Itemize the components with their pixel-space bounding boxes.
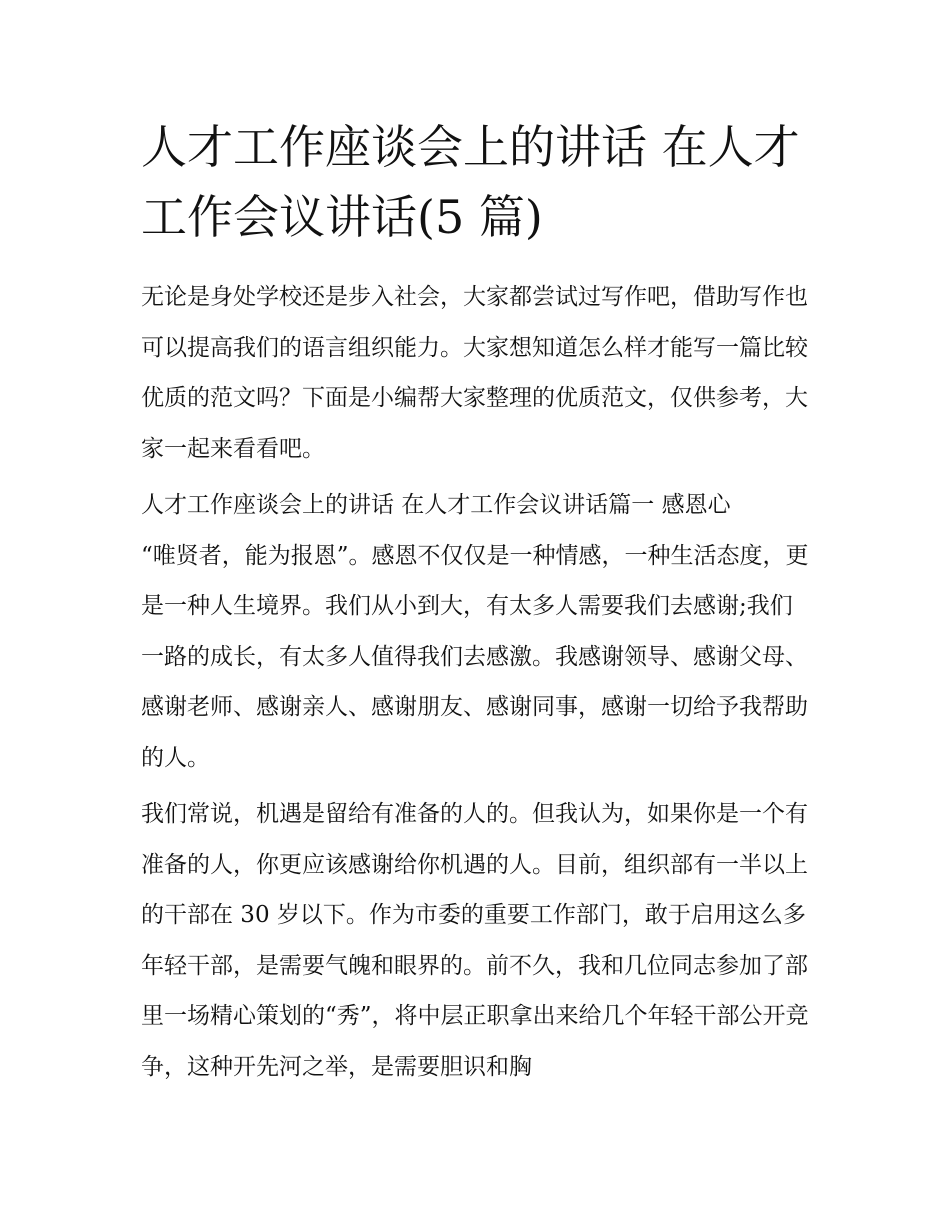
intro-paragraph: 无论是身处学校还是步入社会，大家都尝试过写作吧，借助写作也可以提高我们的语言组织能力。大家想知道怎么样才能写一篇比较优质的范文吗？下面是小编帮大家整理的优质范文，仅供参考，大家一起来看看吧。	[141, 284, 808, 462]
gratitude-paragraph: “唯贤者，能为报恩”。感恩不仅仅是一种情感，一种生活态度，更是一种人生境界。我们从小到大，有太多人需要我们去感谢;我们一路的成长，有太多人值得我们去感激。我感谢领导、感谢父母、感谢老师、感谢亲人、感谢朋友、感谢同事，感谢一切给予我帮助的人。	[141, 542, 809, 771]
section-heading: 人才工作座谈会上的讲话 在人才工作会议讲话篇一 感恩心	[141, 492, 731, 518]
opportunity-paragraph: 我们常说，机遇是留给有准备的人的。但我认为，如果你是一个有准备的人，你更应该感谢给你机遇的人。目前，组织部有一半以上的干部在 30 岁以下。作为市委的重要工作部门，敢于启用这么多年轻干部，是需要气魄和眼界的。前不久，我和几位同志参加了部里一场精心策划的“秀”，将中层正职拿出来给几个年轻干部公开竞争，这种开先河之举，是需要胆识和胸	[141, 801, 809, 1080]
document-page	[141, 112, 813, 1098]
document-title: 人才工作座谈会上的讲话 在人才工作会议讲话(5 篇)	[141, 120, 800, 244]
